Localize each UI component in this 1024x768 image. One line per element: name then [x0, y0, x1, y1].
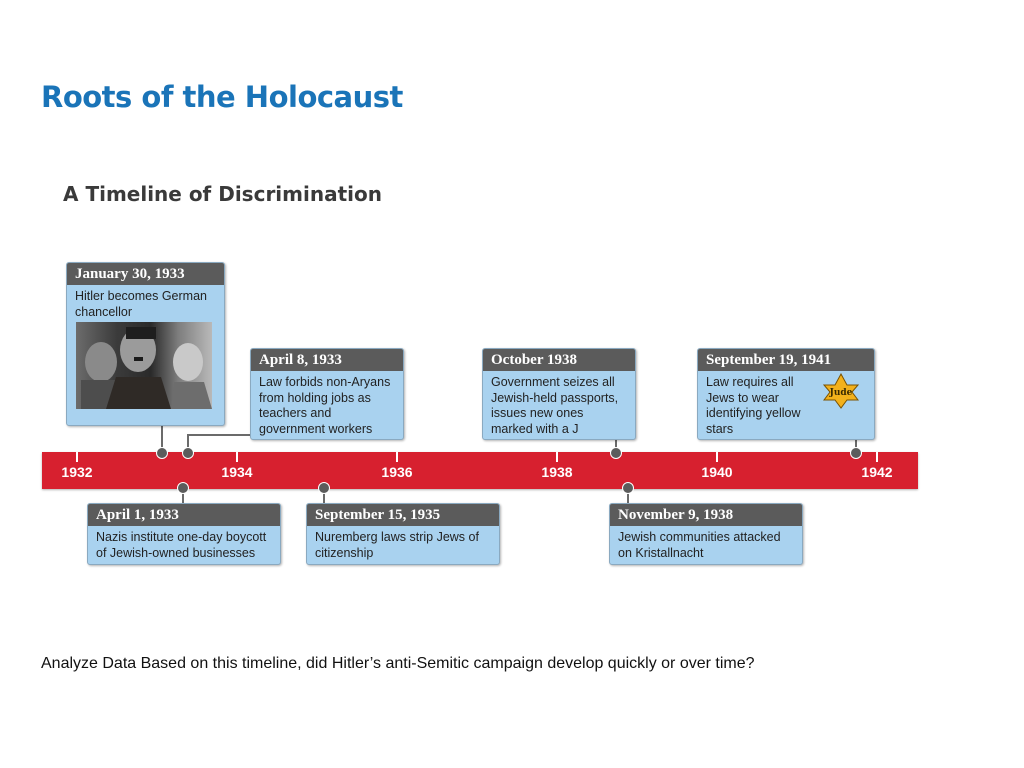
year-label: 1942	[861, 464, 893, 480]
tick-1936	[396, 452, 398, 462]
year-label: 1936	[381, 464, 413, 480]
timeline-heading: A Timeline of Discrimination	[63, 182, 382, 206]
hitler-photo	[76, 322, 212, 409]
event-date: April 8, 1933	[251, 349, 403, 371]
event-dot	[177, 482, 189, 494]
star-label: Jude	[829, 388, 853, 398]
connector-apr8-1933-horizontal	[187, 434, 251, 436]
event-text: Nazis institute one-day boycott of Jewish-owned businesses	[96, 530, 267, 560]
event-dot	[318, 482, 330, 494]
event-dot	[610, 447, 622, 459]
event-card-sep-1941	[697, 348, 875, 440]
event-card-apr1-1933	[87, 503, 281, 565]
event-date: April 1, 1933	[88, 504, 280, 526]
event-dot	[850, 447, 862, 459]
event-date: October 1938	[483, 349, 635, 371]
tick-1940	[716, 452, 718, 462]
event-card-apr8-1933	[250, 348, 404, 440]
analysis-question: Analyze Data Based on this timeline, did Hitler’s anti-Semitic campaign develop quickly or over time?	[41, 655, 755, 672]
event-text: Government seizes all Jewish-held passports, issues new ones marked with a J	[491, 375, 619, 436]
event-text: Hitler becomes German chancellor	[75, 289, 207, 319]
year-label: 1938	[541, 464, 573, 480]
event-dot	[182, 447, 194, 459]
slide-title: Roots of the Holocaust	[41, 80, 403, 114]
event-date: November 9, 1938	[610, 504, 802, 526]
timeline-bar	[42, 452, 918, 489]
event-text: Jewish communities attacked on Kristallnacht	[618, 530, 781, 560]
tick-1942	[876, 452, 878, 462]
event-card-sep-1935	[306, 503, 500, 565]
event-date: September 19, 1941	[698, 349, 874, 371]
event-text: Law forbids non-Aryans from holding jobs as teachers and government workers	[259, 375, 391, 436]
yellow-star-icon	[823, 373, 859, 409]
year-label: 1934	[221, 464, 253, 480]
tick-1932	[76, 452, 78, 462]
event-text: Nuremberg laws strip Jews of citizenship	[315, 530, 479, 560]
event-card-oct-1938	[482, 348, 636, 440]
event-dot	[156, 447, 168, 459]
tick-1934	[236, 452, 238, 462]
year-label: 1932	[61, 464, 93, 480]
event-card-jan-1933	[66, 262, 225, 426]
event-dot	[622, 482, 634, 494]
event-date: September 15, 1935	[307, 504, 499, 526]
year-label: 1940	[701, 464, 733, 480]
event-text: Law requires all Jews to wear identifying yellow stars	[706, 375, 801, 436]
tick-1938	[556, 452, 558, 462]
event-date: January 30, 1933	[67, 263, 224, 285]
event-card-nov-1938	[609, 503, 803, 565]
